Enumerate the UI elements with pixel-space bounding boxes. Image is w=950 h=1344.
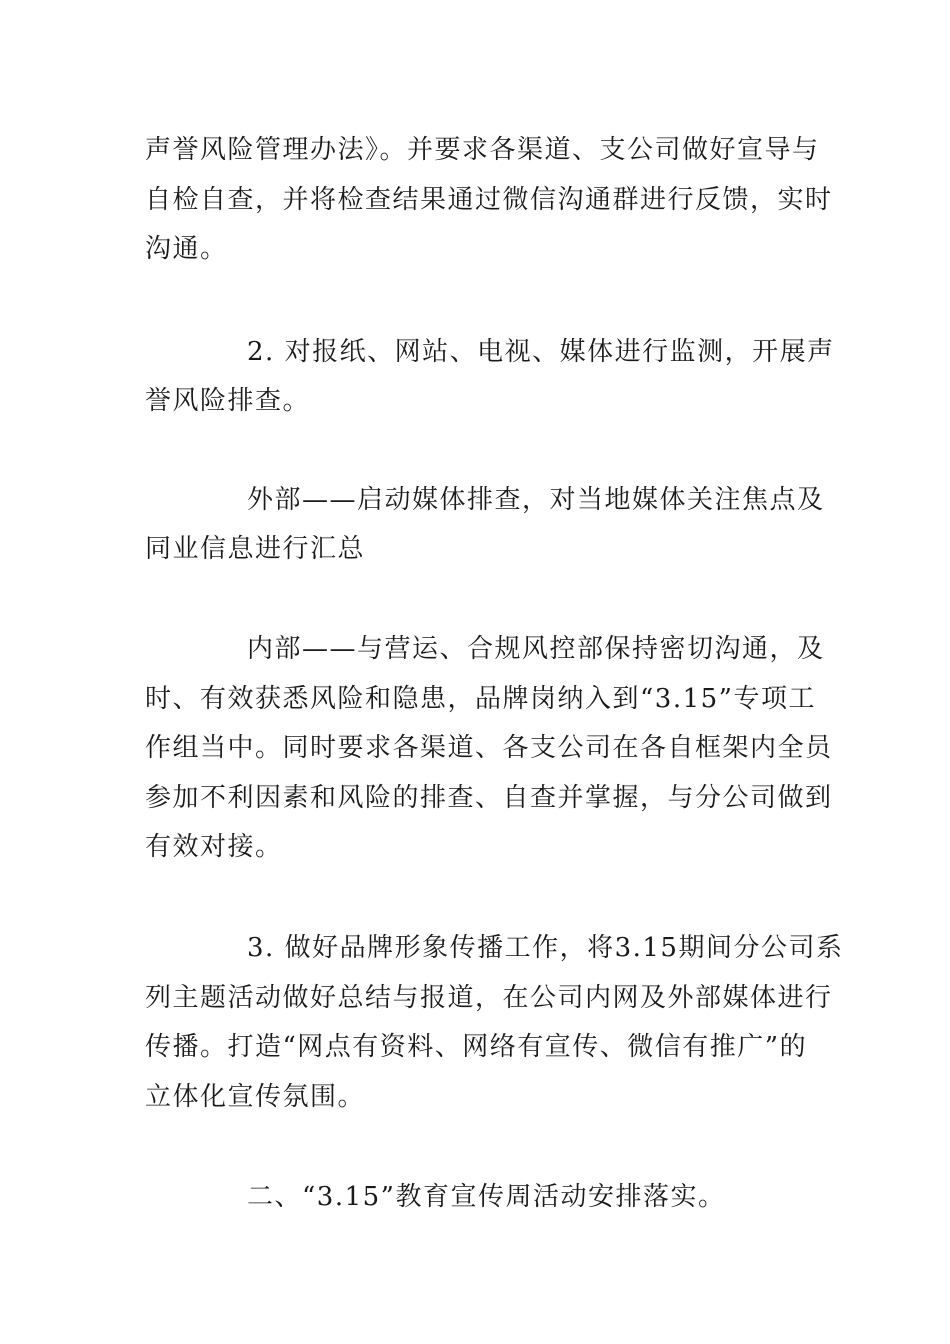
paragraph-2-line-1: 2. 对报纸、网站、电视、媒体进行监测，开展声 [247, 337, 835, 367]
paragraph-1-line-2: 自检自查，并将检查结果通过微信沟通群进行反馈，实时 [145, 185, 833, 215]
paragraph-5-line-2: 列主题活动做好总结与报道，在公司内网及外部媒体进行 [145, 983, 833, 1013]
paragraph-4-line-2: 时、有效获悉风险和隐患，品牌岗纳入到“3.15”专项工 [145, 684, 816, 714]
paragraph-5-line-3: 传播。打造“网点有资料、网络有宣传、微信有推广”的 [145, 1032, 808, 1062]
paragraph-4-line-5: 有效对接。 [145, 832, 283, 862]
paragraph-5-line-1: 3. 做好品牌形象传播工作，将3.15期间分公司系 [247, 933, 844, 963]
paragraph-1-line-1: 声誉风险管理办法》。并要求各渠道、支公司做好宣导与 [145, 135, 820, 165]
paragraph-5-line-4: 立体化宣传氛围。 [145, 1082, 366, 1112]
paragraph-4-line-3: 作组当中。同时要求各渠道、各支公司在各自框架内全员 [145, 733, 833, 763]
paragraph-4-line-1: 内部——与营运、合规风控部保持密切沟通，及 [247, 634, 825, 664]
paragraph-4-line-4: 参加不利因素和风险的排查、自查并掌握，与分公司做到 [145, 783, 833, 813]
paragraph-1-line-3: 沟通。 [145, 234, 228, 264]
section-heading: 二、“3.15”教育宣传周活动安排落实。 [247, 1182, 726, 1212]
paragraph-3-line-1: 外部——启动媒体排查，对当地媒体关注焦点及 [247, 485, 825, 515]
paragraph-3-line-2: 同业信息进行汇总 [145, 534, 366, 564]
paragraph-2-line-2: 誉风险排查。 [145, 386, 311, 416]
